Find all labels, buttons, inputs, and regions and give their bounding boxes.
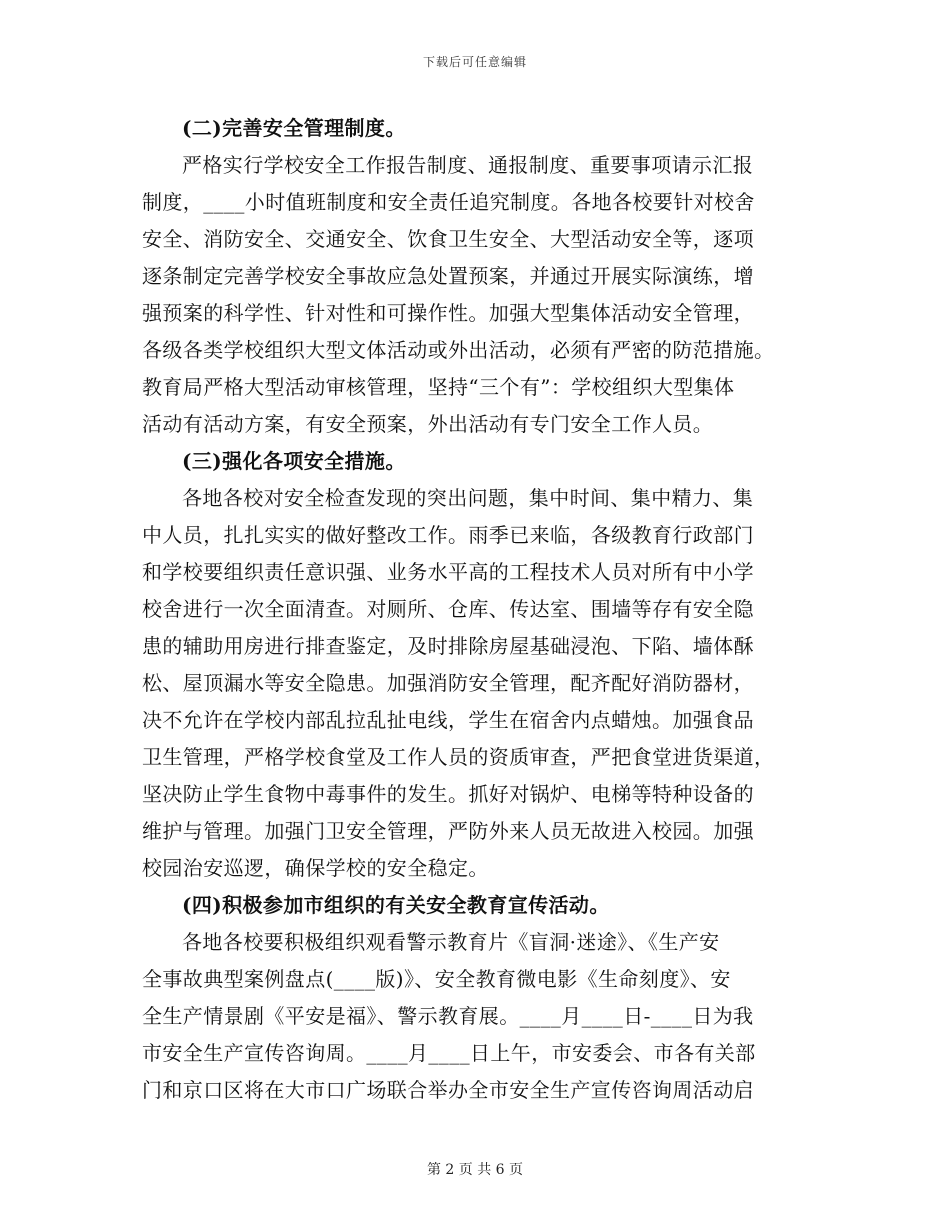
paragraph-line: 松、屋顶漏水等安全隐患。加强消防安全管理，配齐配好消防器材，: [142, 671, 754, 695]
paragraph-line: 逐条制定完善学校安全事故应急处置预案，并通过开展实际演练，增: [142, 264, 754, 288]
paragraph-line: 决不允许在学校内部乱拉乱扯电线，学生在宿舍内点蜡烛。加强食品: [142, 708, 754, 732]
page-number: 第 2 页 共 6 页: [426, 1162, 524, 1178]
paragraph-line: 市安全生产宣传咨询周。____月____日上午，市安委会、市各有关部: [142, 1041, 756, 1065]
paragraph-line: 全生产情景剧《平安是福》、警示教育展。____月____日-____日为我: [142, 1004, 754, 1028]
paragraph-line: 校园治安巡逻，确保学校的安全稳定。: [142, 856, 489, 880]
paragraph-line: 和学校要组织责任意识强、业务水平高的工程技术人员对所有中小学: [142, 560, 754, 584]
paragraph-line: 活动有活动方案，有安全预案，外出活动有专门安全工作人员。: [142, 412, 714, 436]
section-heading-2: (二)完善安全管理制度。: [182, 116, 406, 140]
paragraph-line: 各地各校对安全检查发现的突出问题，集中时间、集中精力、集: [182, 486, 754, 510]
paragraph-line: 安全、消防安全、交通安全、饮食卫生安全、大型活动安全等，逐项: [142, 227, 754, 251]
paragraph-line: 强预案的科学性、针对性和可操作性。加强大型集体活动安全管理，: [142, 301, 754, 325]
document-body: [142, 110, 802, 1109]
header-note: 下载后可任意编辑: [422, 55, 527, 69]
paragraph-line: 全事故典型案例盘点(____版)》、安全教育微电影《生命刻度》、安: [142, 967, 731, 991]
paragraph-line: 门和京口区将在大市口广场联合举办全市安全生产宣传咨询周活动启: [142, 1078, 754, 1102]
paragraph-line: 维护与管理。加强门卫安全管理，严防外来人员无故进入校园。加强: [142, 819, 754, 843]
paragraph-line: 坚决防止学生食物中毒事件的发生。抓好对锅炉、电梯等特种设备的: [142, 782, 754, 806]
paragraph-line: 中人员，扎扎实实的做好整改工作。雨季已来临，各级教育行政部门: [142, 523, 754, 547]
paragraph-line: 校舍进行一次全面清查。对厕所、仓库、传达室、围墙等存有安全隐: [142, 597, 754, 621]
paragraph-line: 各级各类学校组织大型文体活动或外出活动，必须有严密的防范措施。: [142, 338, 775, 362]
paragraph-line: 患的辅助用房进行排查鉴定，及时排除房屋基础浸泡、下陷、墙体酥: [142, 634, 754, 658]
section-heading-4: (四)积极参加市组织的有关安全教育宣传活动。: [182, 893, 610, 917]
paragraph-line: 制度，____小时值班制度和安全责任追究制度。各地各校要针对校舍: [142, 190, 755, 214]
paragraph-line: 严格实行学校安全工作报告制度、通报制度、重要事项请示汇报: [182, 153, 754, 177]
paragraph-line: 各地各校要积极组织观看警示教育片《盲洞·迷途》、《生产安: [182, 930, 720, 954]
paragraph-line: 卫生管理，严格学校食堂及工作人员的资质审查，严把食堂进货渠道，: [142, 745, 775, 769]
paragraph-line: 教育局严格大型活动审核管理，坚持“三个有”：学校组织大型集体: [142, 375, 735, 399]
section-heading-3: (三)强化各项安全措施。: [182, 449, 406, 473]
